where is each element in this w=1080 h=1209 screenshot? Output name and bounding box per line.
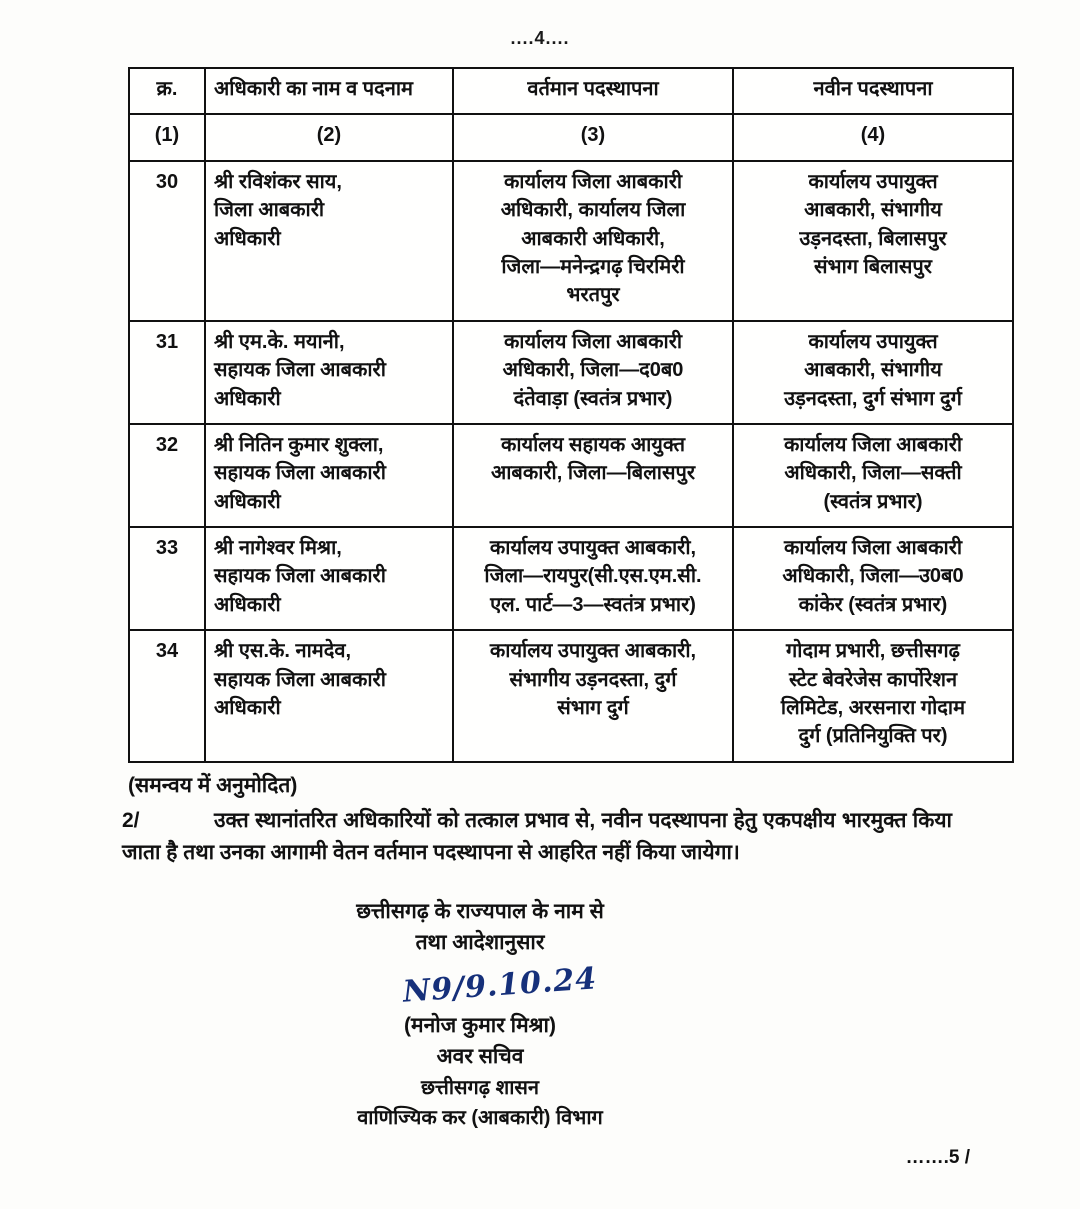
colnum-1: (1) bbox=[129, 114, 205, 160]
new-posting-line: अधिकारी, जिला—सक्ती bbox=[784, 462, 962, 485]
row-serial: 30 bbox=[129, 161, 205, 321]
row-officer-name bbox=[205, 321, 453, 424]
new-posting-line: संभाग बिलासपुर bbox=[814, 255, 932, 278]
table-body bbox=[129, 161, 1013, 762]
new-posting-line: उड़नदस्ता, बिलासपुर bbox=[799, 227, 947, 250]
officer-name-line: श्री एम.के. मयानी, bbox=[214, 330, 345, 353]
current-posting-line: अधिकारी, जिला—द0ब0 bbox=[502, 359, 684, 382]
new-posting-line: दुर्ग (प्रतिनियुक्ति पर) bbox=[798, 725, 948, 748]
header-new-posting: नवीन पदस्थापना bbox=[733, 68, 1013, 114]
current-posting-line: संभाग दुर्ग bbox=[557, 697, 629, 720]
officer-name-line: अधिकारी bbox=[214, 593, 281, 616]
officer-name-line: अधिकारी bbox=[214, 697, 281, 720]
officer-name-line: सहायक जिला आबकारी bbox=[214, 359, 386, 382]
row-new-posting bbox=[733, 161, 1013, 321]
table-header bbox=[129, 68, 1013, 161]
row-current-posting bbox=[453, 630, 733, 762]
officer-name-line: अधिकारी bbox=[214, 490, 281, 513]
current-posting-line: दंतेवाड़ा (स्वतंत्र प्रभार) bbox=[513, 387, 673, 410]
current-posting-line: आबकारी अधिकारी, bbox=[521, 227, 665, 250]
footer-page-marker: …….5 / bbox=[905, 1146, 970, 1168]
new-posting-line: कार्यालय उपायुक्त bbox=[808, 170, 938, 193]
row-serial: 34 bbox=[129, 630, 205, 762]
row-new-posting bbox=[733, 630, 1013, 762]
current-posting-line: कार्यालय उपायुक्त आबकारी, bbox=[489, 640, 697, 663]
current-posting-line: अधिकारी, कार्यालय जिला bbox=[500, 199, 686, 222]
signature-authority-line1: छत्तीसगढ़ के राज्यपाल के नाम से bbox=[356, 899, 604, 923]
current-posting-line: जिला—मनेन्द्रगढ़ चिरमिरी bbox=[501, 255, 685, 278]
current-posting-line: संभागीय उड़नदस्ता, दुर्ग bbox=[509, 668, 677, 691]
new-posting-line: उड़नदस्ता, दुर्ग संभाग दुर्ग bbox=[784, 387, 962, 410]
new-posting-line: कार्यालय उपायुक्त bbox=[808, 330, 938, 353]
current-posting-line: कार्यालय जिला आबकारी bbox=[503, 170, 683, 193]
new-posting-line: कार्यालय जिला आबकारी bbox=[783, 537, 963, 560]
row-officer-name bbox=[205, 527, 453, 630]
row-current-posting bbox=[453, 321, 733, 424]
row-new-posting bbox=[733, 527, 1013, 630]
row-serial: 32 bbox=[129, 424, 205, 527]
officer-name-line: अधिकारी bbox=[214, 227, 281, 250]
officer-name-line: सहायक जिला आबकारी bbox=[214, 565, 386, 588]
new-posting-line: कार्यालय जिला आबकारी bbox=[783, 433, 963, 456]
approval-note: (समन्वय में अनुमोदित) bbox=[128, 773, 298, 797]
table-row bbox=[129, 527, 1013, 630]
signature-authority-line2: तथा आदेशानुसार bbox=[415, 931, 545, 955]
row-serial: 31 bbox=[129, 321, 205, 424]
table-row bbox=[129, 161, 1013, 321]
new-posting-line: आबकारी, संभागीय bbox=[804, 199, 942, 222]
new-posting-line: लिमिटेड, अरसनारा गोदाम bbox=[780, 697, 966, 720]
signatory-designation: अवर सचिव bbox=[436, 1045, 524, 1069]
officer-name-line: अधिकारी bbox=[214, 387, 281, 410]
new-posting-line: स्टेट बेवरेजेस कार्पोरेशन bbox=[788, 668, 958, 691]
paragraph-text: उक्त स्थानांतरित अधिकारियों को तत्काल प्रभाव से, नवीन पदस्थापना हेतु एकपक्षीय भारमुक्त किया जाता है तथा उनका आगामी वेतन वर्तमान पदस्थापना से आहरित नहीं किया जायेगा। bbox=[122, 808, 952, 865]
current-posting-line: आबकारी, जिला—बिलासपुर bbox=[490, 462, 696, 485]
handwritten-signature: N9/9.10.24 bbox=[401, 961, 599, 1010]
government-name: छत्तीसगढ़ शासन bbox=[420, 1076, 540, 1099]
paragraph-number: 2/ bbox=[122, 808, 140, 832]
row-serial: 33 bbox=[129, 527, 205, 630]
header-current-posting: वर्तमान पदस्थापना bbox=[453, 68, 733, 114]
row-officer-name bbox=[205, 161, 453, 321]
row-officer-name bbox=[205, 424, 453, 527]
row-new-posting bbox=[733, 424, 1013, 527]
colnum-4: (4) bbox=[733, 114, 1013, 160]
header-officer-name-line2: पदनाम bbox=[362, 78, 414, 100]
current-posting-line: कार्यालय जिला आबकारी bbox=[503, 330, 683, 353]
header-officer-name bbox=[205, 68, 453, 114]
table-row bbox=[129, 321, 1013, 424]
new-posting-line: गोदाम प्रभारी, छत्तीसगढ़ bbox=[786, 640, 960, 663]
table-row bbox=[129, 630, 1013, 762]
signatory-name: (मनोज कुमार मिश्रा) bbox=[404, 1013, 556, 1037]
table-header-row bbox=[129, 68, 1013, 114]
table-row bbox=[129, 424, 1013, 527]
officer-name-line: श्री नागेश्वर मिश्रा, bbox=[214, 537, 342, 560]
officer-name-line: श्री नितिन कुमार शुक्ला, bbox=[214, 433, 384, 456]
row-new-posting bbox=[733, 321, 1013, 424]
new-posting-line: कांकेर (स्वतंत्र प्रभार) bbox=[798, 593, 948, 616]
posting-table-wrapper bbox=[128, 67, 966, 763]
officer-name-line: जिला आबकारी bbox=[214, 199, 325, 222]
officer-name-line: सहायक जिला आबकारी bbox=[214, 668, 386, 691]
officer-name-line: श्री एस.के. नामदेव, bbox=[214, 640, 352, 663]
department-name: वाणिज्यिक कर (आबकारी) विभाग bbox=[357, 1106, 603, 1129]
table-column-number-row bbox=[129, 114, 1013, 160]
new-posting-line: (स्वतंत्र प्रभार) bbox=[823, 490, 923, 513]
row-current-posting bbox=[453, 161, 733, 321]
colnum-3: (3) bbox=[453, 114, 733, 160]
header-officer-name-line1: अधिकारी का नाम व bbox=[214, 78, 358, 100]
current-posting-line: एल. पार्ट—3—स्वतंत्र प्रभार) bbox=[490, 593, 696, 616]
signature-block bbox=[0, 896, 1080, 1133]
row-current-posting bbox=[453, 424, 733, 527]
row-officer-name bbox=[205, 630, 453, 762]
current-posting-line: कार्यालय सहायक आयुक्त bbox=[500, 433, 686, 456]
current-posting-line: भरतपुर bbox=[566, 284, 620, 307]
current-posting-line: कार्यालय उपायुक्त आबकारी, bbox=[489, 537, 697, 560]
row-current-posting bbox=[453, 527, 733, 630]
officer-name-line: श्री रविशंकर साय, bbox=[214, 170, 342, 193]
new-posting-line: अधिकारी, जिला—उ0ब0 bbox=[782, 565, 964, 588]
posting-table bbox=[128, 67, 1014, 763]
header-serial: क्र. bbox=[129, 68, 205, 114]
new-posting-line: आबकारी, संभागीय bbox=[804, 359, 942, 382]
page-marker: ....4.... bbox=[510, 28, 570, 48]
current-posting-line: जिला—रायपुर(सी.एस.एम.सी. bbox=[484, 565, 702, 588]
order-paragraph bbox=[122, 805, 952, 870]
colnum-2: (2) bbox=[205, 114, 453, 160]
officer-name-line: सहायक जिला आबकारी bbox=[214, 462, 386, 485]
